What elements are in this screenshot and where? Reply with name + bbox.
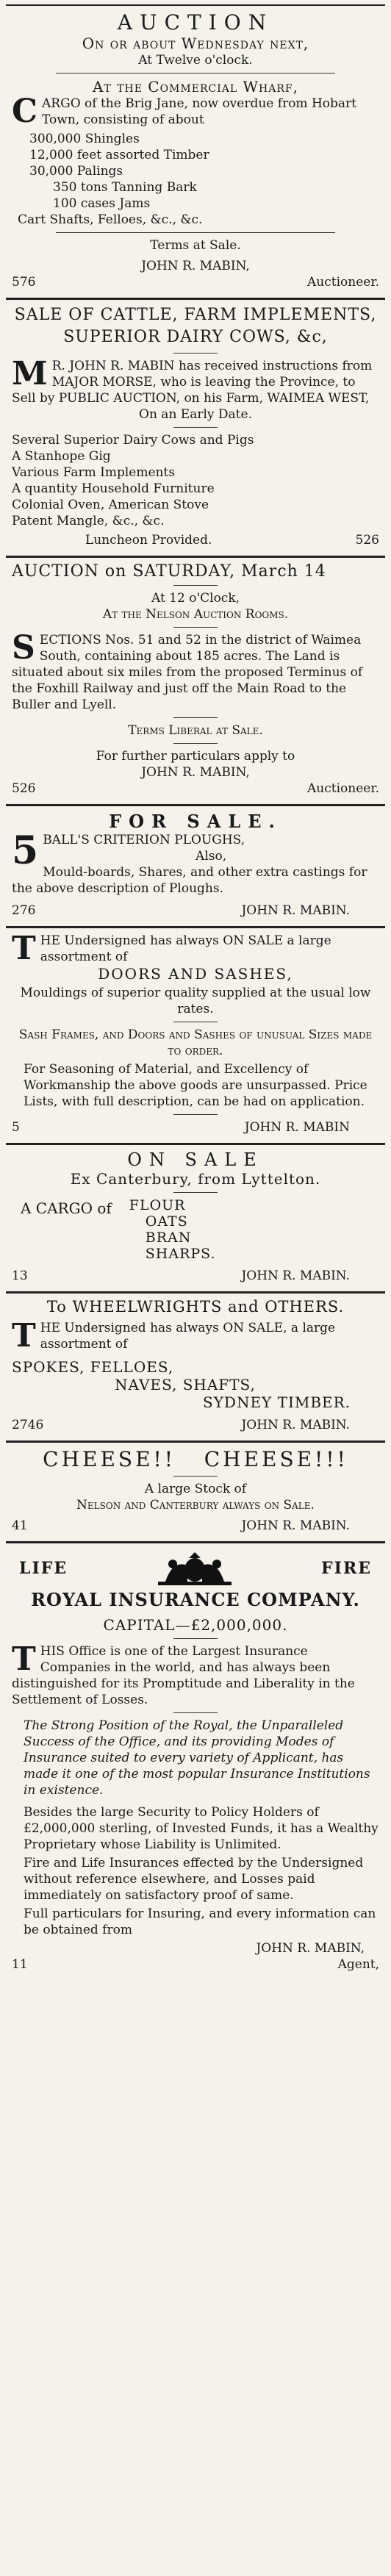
- list-item: 12,000 feet assorted Timber: [29, 148, 209, 162]
- ad-title: AUCTION on SATURDAY, March 14: [12, 562, 326, 581]
- drop-cap: S: [12, 629, 35, 667]
- signer: JOHN R. MABIN,: [256, 1941, 365, 1956]
- paragraph: Besides the large Security to Policy Holders of £2,000,000 sterling, of Invested Funds, it has a Wealthy Proprietary whose Liability is Unlimited.: [24, 1805, 379, 1852]
- footer-row: [12, 903, 379, 919]
- ad-title: SALE OF CATTLE, FARM IMPLEMENTS, SUPERIOR DAIRY COWS, &c,: [14, 306, 377, 346]
- terms: Terms Liberal at Sale.: [128, 723, 263, 738]
- ex-line: Ex Canterbury, from Lyttelton.: [70, 1170, 321, 1188]
- royal-insurance-ad: [6, 1543, 385, 1980]
- signer-role: Auctioneer.: [307, 275, 379, 290]
- ad-title: AUCTION: [117, 10, 274, 35]
- paragraph: Fire and Life Insurances effected by the Undersigned without reference elsewhere, and Losses paid immediately on satisfactory proof of same.: [24, 1856, 364, 1903]
- divider: [173, 743, 218, 744]
- for-sale-ad: [6, 806, 385, 928]
- terms: Terms at Sale.: [150, 238, 241, 253]
- life-label: LIFE: [19, 1559, 68, 1578]
- signer-role: Auctioneer.: [307, 781, 379, 796]
- cattle-sale-ad: [6, 300, 385, 558]
- paragraph: Sash Frames, and Doors and Sashes of unusual Sizes made to order.: [18, 1027, 373, 1058]
- further-particulars: For further particulars apply to: [96, 749, 295, 764]
- list-item: Patent Mangle, &c., &c.: [12, 514, 165, 528]
- product-line: NAVES, SHAFTS,: [115, 1376, 256, 1393]
- stock-line: A large Stock of: [144, 1482, 247, 1496]
- ad-body: [12, 629, 379, 713]
- list-item: SHARPS.: [145, 1246, 216, 1262]
- stock-detail: Nelson and Canterbury always on Sale.: [76, 1498, 315, 1513]
- product-line: SPOKES, FELLOES,: [12, 1358, 174, 1376]
- signer: JOHN R. MABIN.: [241, 903, 350, 918]
- ad-number: 2746: [12, 1418, 44, 1432]
- sale-day: On an Early Date.: [139, 407, 252, 422]
- footer-row: [12, 532, 379, 548]
- life-fire-header: [12, 1548, 379, 1589]
- footer-row: [12, 1268, 379, 1284]
- auction-ad-nelson-rooms: [6, 558, 385, 806]
- list-item: 30,000 Palings: [29, 164, 123, 179]
- company-name: ROYAL INSURANCE COMPANY.: [31, 1589, 360, 1610]
- footer-row: [12, 1956, 379, 1973]
- drop-cap: M: [12, 355, 48, 392]
- doors-sashes-ad: [6, 928, 385, 1145]
- divider: [56, 232, 335, 233]
- product-detail: Mould-boards, Shares, and other extra castings for the above description of Ploughs.: [12, 865, 367, 896]
- paragraph: Full particulars for Insuring, and every information can be obtained from: [24, 1906, 376, 1937]
- divider: [173, 353, 218, 354]
- signer: JOHN R. MABIN: [244, 1120, 350, 1135]
- capital-line: CAPITAL—£2,000,000.: [103, 1616, 288, 1634]
- list-item: Colonial Oven, American Stove: [12, 498, 209, 512]
- paragraph: The Strong Position of the Royal, the Unparalleled Success of the Office, and its providing Modes of Insurance suited to every variety of Applicant, has made it one of the most popular Insurance Institutions in existence.: [24, 1718, 370, 1798]
- divider: [173, 1712, 218, 1713]
- luncheon-note: Luncheon Provided.: [85, 533, 212, 548]
- ad-title: ON SALE: [127, 1149, 264, 1170]
- ad-number: 576: [12, 275, 36, 290]
- paragraph: [12, 1640, 379, 1708]
- drop-cap: C: [12, 93, 38, 130]
- paragraph-text: HIS Office is one of the Largest Insurance Companies in the world, and has always been distinguished for its Promptitude and Liberality in the Settlement of Losses.: [12, 1644, 355, 1707]
- divider: [173, 585, 218, 586]
- ad-number: 11: [12, 1957, 28, 1972]
- ad-intro: [12, 93, 379, 130]
- on-sale-ad: [6, 1145, 385, 1294]
- item-list: [12, 131, 379, 228]
- ad-time-line: At Twelve o'clock.: [138, 53, 253, 68]
- ad-intro: [12, 355, 379, 406]
- ad-intro: [12, 930, 379, 967]
- drop-cap: T: [12, 1317, 36, 1355]
- ad-body: [12, 828, 379, 897]
- ad-number: 41: [12, 1518, 28, 1533]
- signer-role: Agent,: [337, 1957, 379, 1972]
- list-item: Various Farm Implements: [12, 465, 176, 480]
- ad-date-line: On or about Wednesday next,: [82, 35, 309, 52]
- ad-time: At 12 o'Clock,: [151, 591, 240, 606]
- headline: DOORS AND SASHES,: [98, 965, 293, 983]
- footer-row: [12, 1518, 379, 1534]
- cargo-list: [129, 1197, 216, 1262]
- footer-row: [12, 781, 379, 797]
- cheese-ad: [6, 1443, 385, 1543]
- ad-title: To WHEELWRIGHTS and OTHERS.: [46, 1298, 345, 1316]
- ad-number: 276: [12, 903, 36, 918]
- intro-text: HE Undersigned has always ON SALE a large assortment of: [40, 933, 331, 964]
- divider: [173, 427, 218, 428]
- signer: JOHN R. MABIN.: [241, 1418, 350, 1432]
- cargo-block: [12, 1197, 379, 1262]
- footer-row: [12, 1119, 379, 1135]
- signer: JOHN R. MABIN,: [141, 259, 250, 273]
- footer-row: [12, 274, 379, 290]
- ad-title: CHEESE!! CHEESE!!!: [43, 1447, 348, 1471]
- divider: [173, 1638, 218, 1639]
- divider: [173, 717, 218, 718]
- list-item: A quantity Household Furniture: [12, 481, 215, 496]
- also-line: Also,: [196, 849, 227, 864]
- list-item: BRAN: [145, 1230, 192, 1246]
- divider: [173, 1192, 218, 1193]
- list-item: A Stanhope Gig: [12, 449, 111, 464]
- footer-row: [12, 1417, 379, 1433]
- list-item: 300,000 Shingles: [29, 132, 140, 146]
- intro-text: ARGO of the Brig Jane, now overdue from Hobart Town, consisting of about: [42, 96, 356, 127]
- auction-ad-commercial-wharf: [6, 4, 385, 300]
- list-item: OATS: [145, 1213, 188, 1230]
- drop-cap: T: [12, 1640, 36, 1678]
- divider: [173, 1476, 218, 1477]
- ad-number: 526: [355, 533, 379, 548]
- list-item: Cart Shafts, Felloes, &c., &c.: [18, 212, 203, 227]
- newspaper-column: [6, 4, 385, 1980]
- cargo-label: A CARGO of: [21, 1199, 112, 1217]
- ad-title: FOR SALE.: [109, 811, 282, 832]
- ad-intro: [12, 1317, 379, 1355]
- wheelwrights-ad: [6, 1294, 385, 1443]
- intro-text: HE Undersigned has always ON SALE, a large assortment of: [40, 1321, 336, 1352]
- signer: JOHN R. MABIN.: [241, 1518, 350, 1533]
- product-line: BALL'S CRITERION PLOUGHS,: [43, 833, 245, 847]
- body-text: ECTIONS Nos. 51 and 52 in the district of Waimea South, containing about 185 acres. The Land is situated about six miles from the proposed Terminus of the Foxhill Railway and just off the Main Road to the Buller and Lyell.: [12, 633, 363, 712]
- product-line: SYDNEY TIMBER.: [203, 1393, 351, 1411]
- list-item: FLOUR: [129, 1197, 186, 1213]
- list-item: Several Superior Dairy Cows and Pigs: [12, 433, 254, 448]
- list-item: 350 tons Tanning Bark: [53, 180, 197, 195]
- list-item: 100 cases Jams: [53, 196, 151, 211]
- paragraph: For Seasoning of Material, and Excellency of Workmanship the above goods are unsurpassed. Price Lists, with full description, can be had on application.: [24, 1062, 367, 1109]
- ad-venue: At the Commercial Wharf,: [93, 78, 298, 96]
- signer: JOHN R. MABIN,: [141, 765, 250, 780]
- fire-label: FIRE: [321, 1559, 372, 1578]
- intro-text: R. JOHN R. MABIN has received instructions from MAJOR MORSE, who is leaving the Province, to Sell by PUBLIC AUCTION, on his Farm, WAIMEA WEST,: [12, 359, 373, 406]
- divider: [173, 627, 218, 628]
- ad-number: 5: [12, 1120, 20, 1135]
- item-list: [12, 432, 379, 529]
- ad-number: 13: [12, 1269, 28, 1283]
- royal-crest-icon: [143, 1548, 246, 1589]
- ad-number: 526: [12, 781, 36, 796]
- signer: JOHN R. MABIN.: [241, 1269, 350, 1283]
- ad-venue: At the Nelson Auction Rooms.: [102, 607, 289, 622]
- paragraph: Mouldings of superior quality supplied at the usual low rates.: [20, 986, 371, 1016]
- drop-cap: T: [12, 930, 36, 967]
- drop-cap: 5: [12, 828, 39, 873]
- divider: [173, 1114, 218, 1115]
